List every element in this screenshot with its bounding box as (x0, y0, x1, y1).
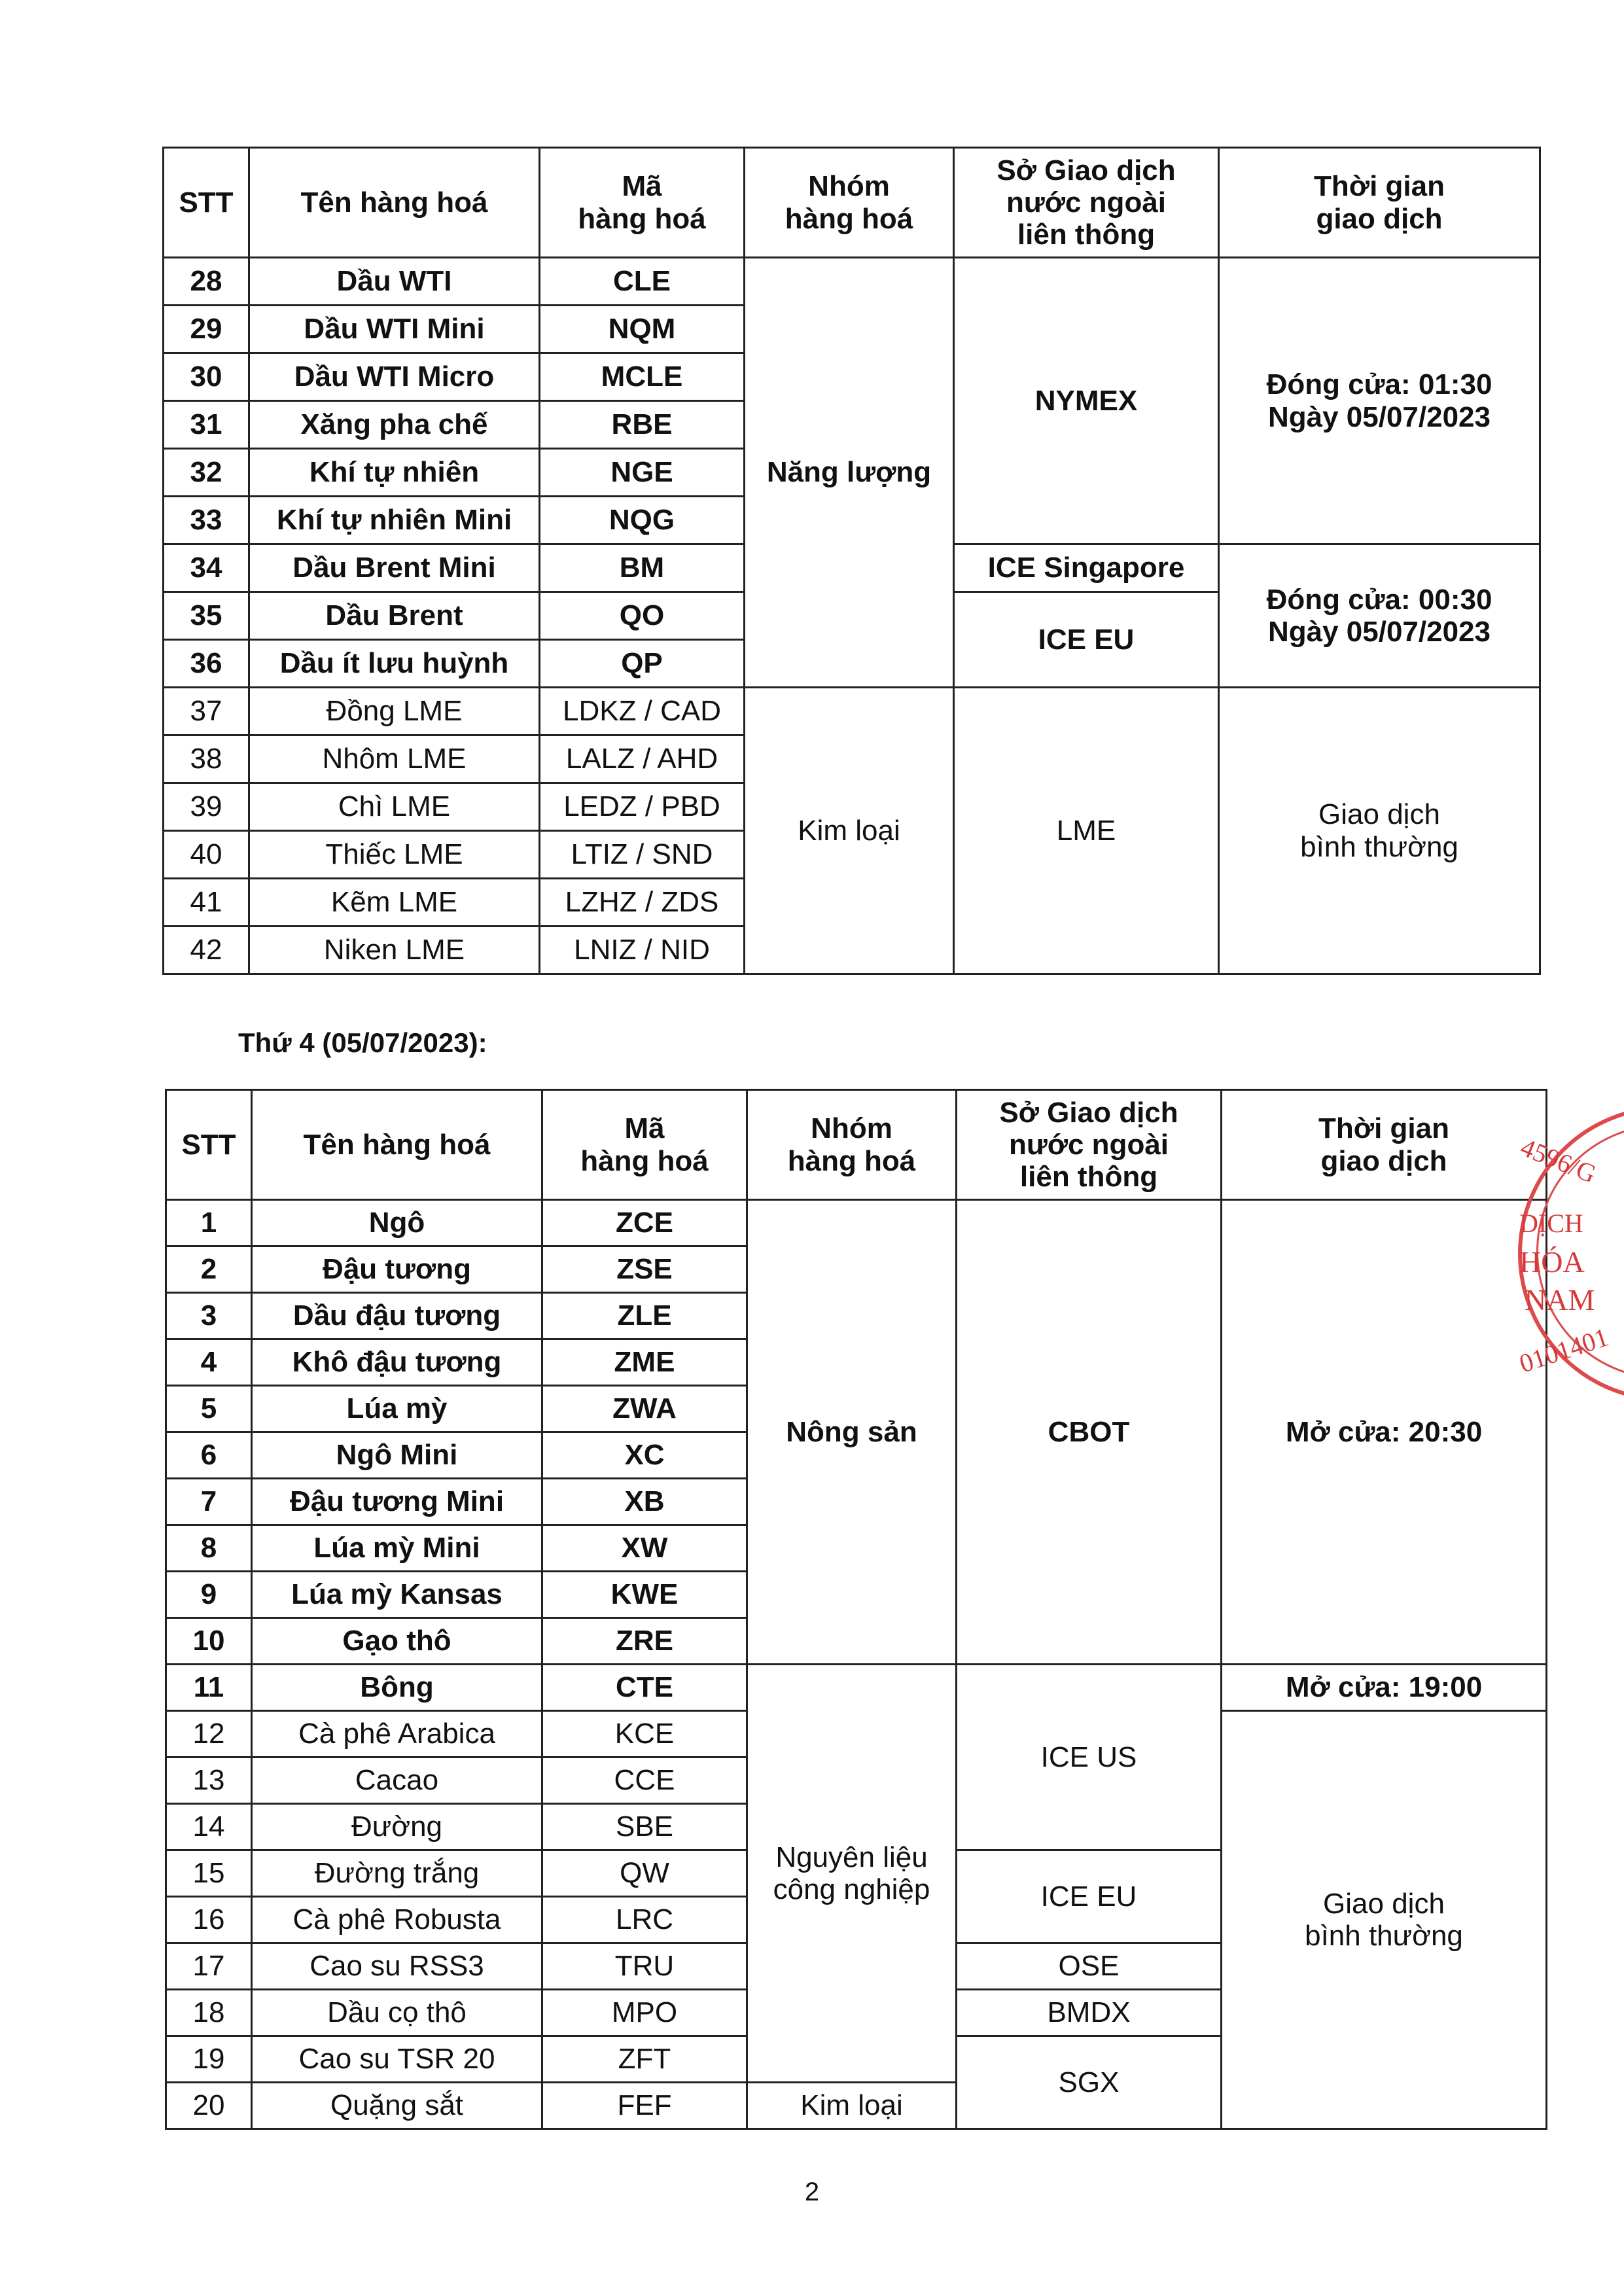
header-stt: STT (166, 1090, 252, 1200)
row-code: MCLE (540, 353, 745, 401)
row-code: NQG (540, 497, 745, 544)
row-code: ZCE (542, 1200, 747, 1246)
row-code: ZRE (542, 1618, 747, 1665)
row-code: TRU (542, 1943, 747, 1990)
row-name: Nhôm LME (249, 735, 540, 783)
page-number: 2 (804, 2178, 820, 2206)
row-code: KCE (542, 1711, 747, 1757)
stamp-text-3: HÓA (1519, 1245, 1585, 1279)
exchange-ice-us: ICE US (957, 1665, 1222, 1850)
row-name: Đường trắng (252, 1850, 542, 1897)
time-normal: Giao dịch bình thường (1219, 688, 1540, 974)
row-stt: 8 (166, 1525, 252, 1572)
row-code: QP (540, 640, 745, 688)
row-code: BM (540, 544, 745, 592)
row-stt: 13 (166, 1757, 252, 1804)
row-stt: 28 (164, 258, 249, 306)
header-exchange: Sở Giao dịch nước ngoài liên thông (954, 148, 1219, 258)
row-stt: 30 (164, 353, 249, 401)
row-code: ZSE (542, 1246, 747, 1293)
row-name: Gạo thô (252, 1618, 542, 1665)
row-name: Cà phê Arabica (252, 1711, 542, 1757)
row-name: Kẽm LME (249, 879, 540, 927)
row-stt: 10 (166, 1618, 252, 1665)
exchange-ice-singapore: ICE Singapore (954, 544, 1219, 592)
row-name: Lúa mỳ (252, 1386, 542, 1432)
row-name: Cacao (252, 1757, 542, 1804)
header-time: Thời gian giao dịch (1222, 1090, 1547, 1200)
header-group: Nhóm hàng hoá (745, 148, 954, 258)
row-name: Dầu Brent (249, 592, 540, 640)
row-name: Dầu đậu tương (252, 1293, 542, 1339)
row-name: Đậu tương (252, 1246, 542, 1293)
commodity-table-1 (162, 147, 1541, 975)
row-code: ZWA (542, 1386, 747, 1432)
row-code: KWE (542, 1572, 747, 1618)
section-heading: Thứ 4 (05/07/2023): (238, 1027, 487, 1058)
row-stt: 40 (164, 831, 249, 879)
row-stt: 31 (164, 401, 249, 449)
time-open-1900: Mở cửa: 19:00 (1222, 1665, 1547, 1711)
row-code: ZLE (542, 1293, 747, 1339)
row-name: Lúa mỳ Mini (252, 1525, 542, 1572)
row-stt: 32 (164, 449, 249, 497)
row-stt: 11 (166, 1665, 252, 1711)
group-metals: Kim loại (745, 688, 954, 974)
row-stt: 18 (166, 1990, 252, 2036)
row-name: Đậu tương Mini (252, 1479, 542, 1525)
row-code: LTIZ / SND (540, 831, 745, 879)
row-stt: 7 (166, 1479, 252, 1525)
row-name: Thiếc LME (249, 831, 540, 879)
exchange-ice-eu: ICE EU (954, 592, 1219, 688)
header-code: Mã hàng hoá (540, 148, 745, 258)
row-stt: 14 (166, 1804, 252, 1850)
row-code: SBE (542, 1804, 747, 1850)
stamp-text-1: 4596/G (1516, 1132, 1601, 1189)
row-stt: 36 (164, 640, 249, 688)
table-row (164, 258, 1540, 306)
row-code: XC (542, 1432, 747, 1479)
exchange-cbot: CBOT (957, 1200, 1222, 1665)
row-code: LDKZ / CAD (540, 688, 745, 735)
row-code: CCE (542, 1757, 747, 1804)
commodity-table-2 (165, 1089, 1547, 2130)
header-code: Mã hàng hoá (542, 1090, 747, 1200)
row-stt: 20 (166, 2083, 252, 2129)
row-stt: 5 (166, 1386, 252, 1432)
row-name: Dầu WTI Mini (249, 306, 540, 353)
row-code: LEDZ / PBD (540, 783, 745, 831)
row-stt: 39 (164, 783, 249, 831)
row-code: LALZ / AHD (540, 735, 745, 783)
row-name: Khí tự nhiên (249, 449, 540, 497)
row-stt: 6 (166, 1432, 252, 1479)
row-stt: 1 (166, 1200, 252, 1246)
row-name: Quặng sắt (252, 2083, 542, 2129)
row-code: NQM (540, 306, 745, 353)
table-row (166, 1665, 1547, 1711)
row-name: Lúa mỳ Kansas (252, 1572, 542, 1618)
row-stt: 15 (166, 1850, 252, 1897)
table-row (166, 1200, 1547, 1246)
row-name: Dầu Brent Mini (249, 544, 540, 592)
row-stt: 3 (166, 1293, 252, 1339)
exchange-lme: LME (954, 688, 1219, 974)
official-stamp (1505, 1080, 1624, 1420)
row-code: LNIZ / NID (540, 927, 745, 974)
row-code: XW (542, 1525, 747, 1572)
row-code: XB (542, 1479, 747, 1525)
group-metals: Kim loại (747, 2083, 957, 2129)
row-stt: 29 (164, 306, 249, 353)
row-name: Khí tự nhiên Mini (249, 497, 540, 544)
stamp-text-4: NAM (1525, 1283, 1595, 1316)
header-stt: STT (164, 148, 249, 258)
row-stt: 19 (166, 2036, 252, 2083)
row-stt: 17 (166, 1943, 252, 1990)
row-stt: 38 (164, 735, 249, 783)
row-code: MPO (542, 1990, 747, 2036)
row-name: Dầu WTI Micro (249, 353, 540, 401)
row-name: Niken LME (249, 927, 540, 974)
row-name: Bông (252, 1665, 542, 1711)
row-name: Đồng LME (249, 688, 540, 735)
stamp-text-2: DỊCH (1519, 1209, 1583, 1238)
row-name: Dầu WTI (249, 258, 540, 306)
row-code: CLE (540, 258, 745, 306)
row-name: Đường (252, 1804, 542, 1850)
time-open-2030: Mở cửa: 20:30 (1222, 1200, 1547, 1665)
row-code: FEF (542, 2083, 747, 2129)
row-name: Cà phê Robusta (252, 1897, 542, 1943)
row-stt: 16 (166, 1897, 252, 1943)
header-time: Thời gian giao dịch (1219, 148, 1540, 258)
exchange-sgx: SGX (957, 2036, 1222, 2129)
row-code: QO (540, 592, 745, 640)
header-exchange: Sở Giao dịch nước ngoài liên thông (957, 1090, 1222, 1200)
row-code: LRC (542, 1897, 747, 1943)
row-name: Dầu ít lưu huỳnh (249, 640, 540, 688)
row-stt: 2 (166, 1246, 252, 1293)
row-stt: 33 (164, 497, 249, 544)
row-name: Ngô (252, 1200, 542, 1246)
exchange-nymex: NYMEX (954, 258, 1219, 544)
row-name: Chì LME (249, 783, 540, 831)
row-name: Khô đậu tương (252, 1339, 542, 1386)
header-name: Tên hàng hoá (249, 148, 540, 258)
row-stt: 37 (164, 688, 249, 735)
exchange-ice-eu: ICE EU (957, 1850, 1222, 1943)
row-code: RBE (540, 401, 745, 449)
table-header-row (164, 148, 1540, 258)
row-name: Xăng pha chế (249, 401, 540, 449)
row-code: ZFT (542, 2036, 747, 2083)
group-industrial: Nguyên liệu công nghiệp (747, 1665, 957, 2083)
exchange-ose: OSE (957, 1943, 1222, 1990)
row-name: Cao su RSS3 (252, 1943, 542, 1990)
row-code: ZME (542, 1339, 747, 1386)
row-stt: 41 (164, 879, 249, 927)
row-stt: 35 (164, 592, 249, 640)
stamp-text-5: 0101401 (1515, 1322, 1612, 1379)
header-name: Tên hàng hoá (252, 1090, 542, 1200)
row-stt: 4 (166, 1339, 252, 1386)
header-group: Nhóm hàng hoá (747, 1090, 957, 1200)
row-name: Dầu cọ thô (252, 1990, 542, 2036)
row-code: NGE (540, 449, 745, 497)
table-header-row (166, 1090, 1547, 1200)
exchange-bmdx: BMDX (957, 1990, 1222, 2036)
time-normal: Giao dịch bình thường (1222, 1711, 1547, 2129)
row-stt: 9 (166, 1572, 252, 1618)
row-stt: 34 (164, 544, 249, 592)
table-row (164, 688, 1540, 735)
time-close-0030: Đóng cửa: 00:30 Ngày 05/07/2023 (1219, 544, 1540, 688)
row-stt: 12 (166, 1711, 252, 1757)
row-code: QW (542, 1850, 747, 1897)
row-name: Ngô Mini (252, 1432, 542, 1479)
row-stt: 42 (164, 927, 249, 974)
row-code: LZHZ / ZDS (540, 879, 745, 927)
time-close-0130: Đóng cửa: 01:30 Ngày 05/07/2023 (1219, 258, 1540, 544)
group-agri: Nông sản (747, 1200, 957, 1665)
group-energy: Năng lượng (745, 258, 954, 688)
row-name: Cao su TSR 20 (252, 2036, 542, 2083)
row-code: CTE (542, 1665, 747, 1711)
